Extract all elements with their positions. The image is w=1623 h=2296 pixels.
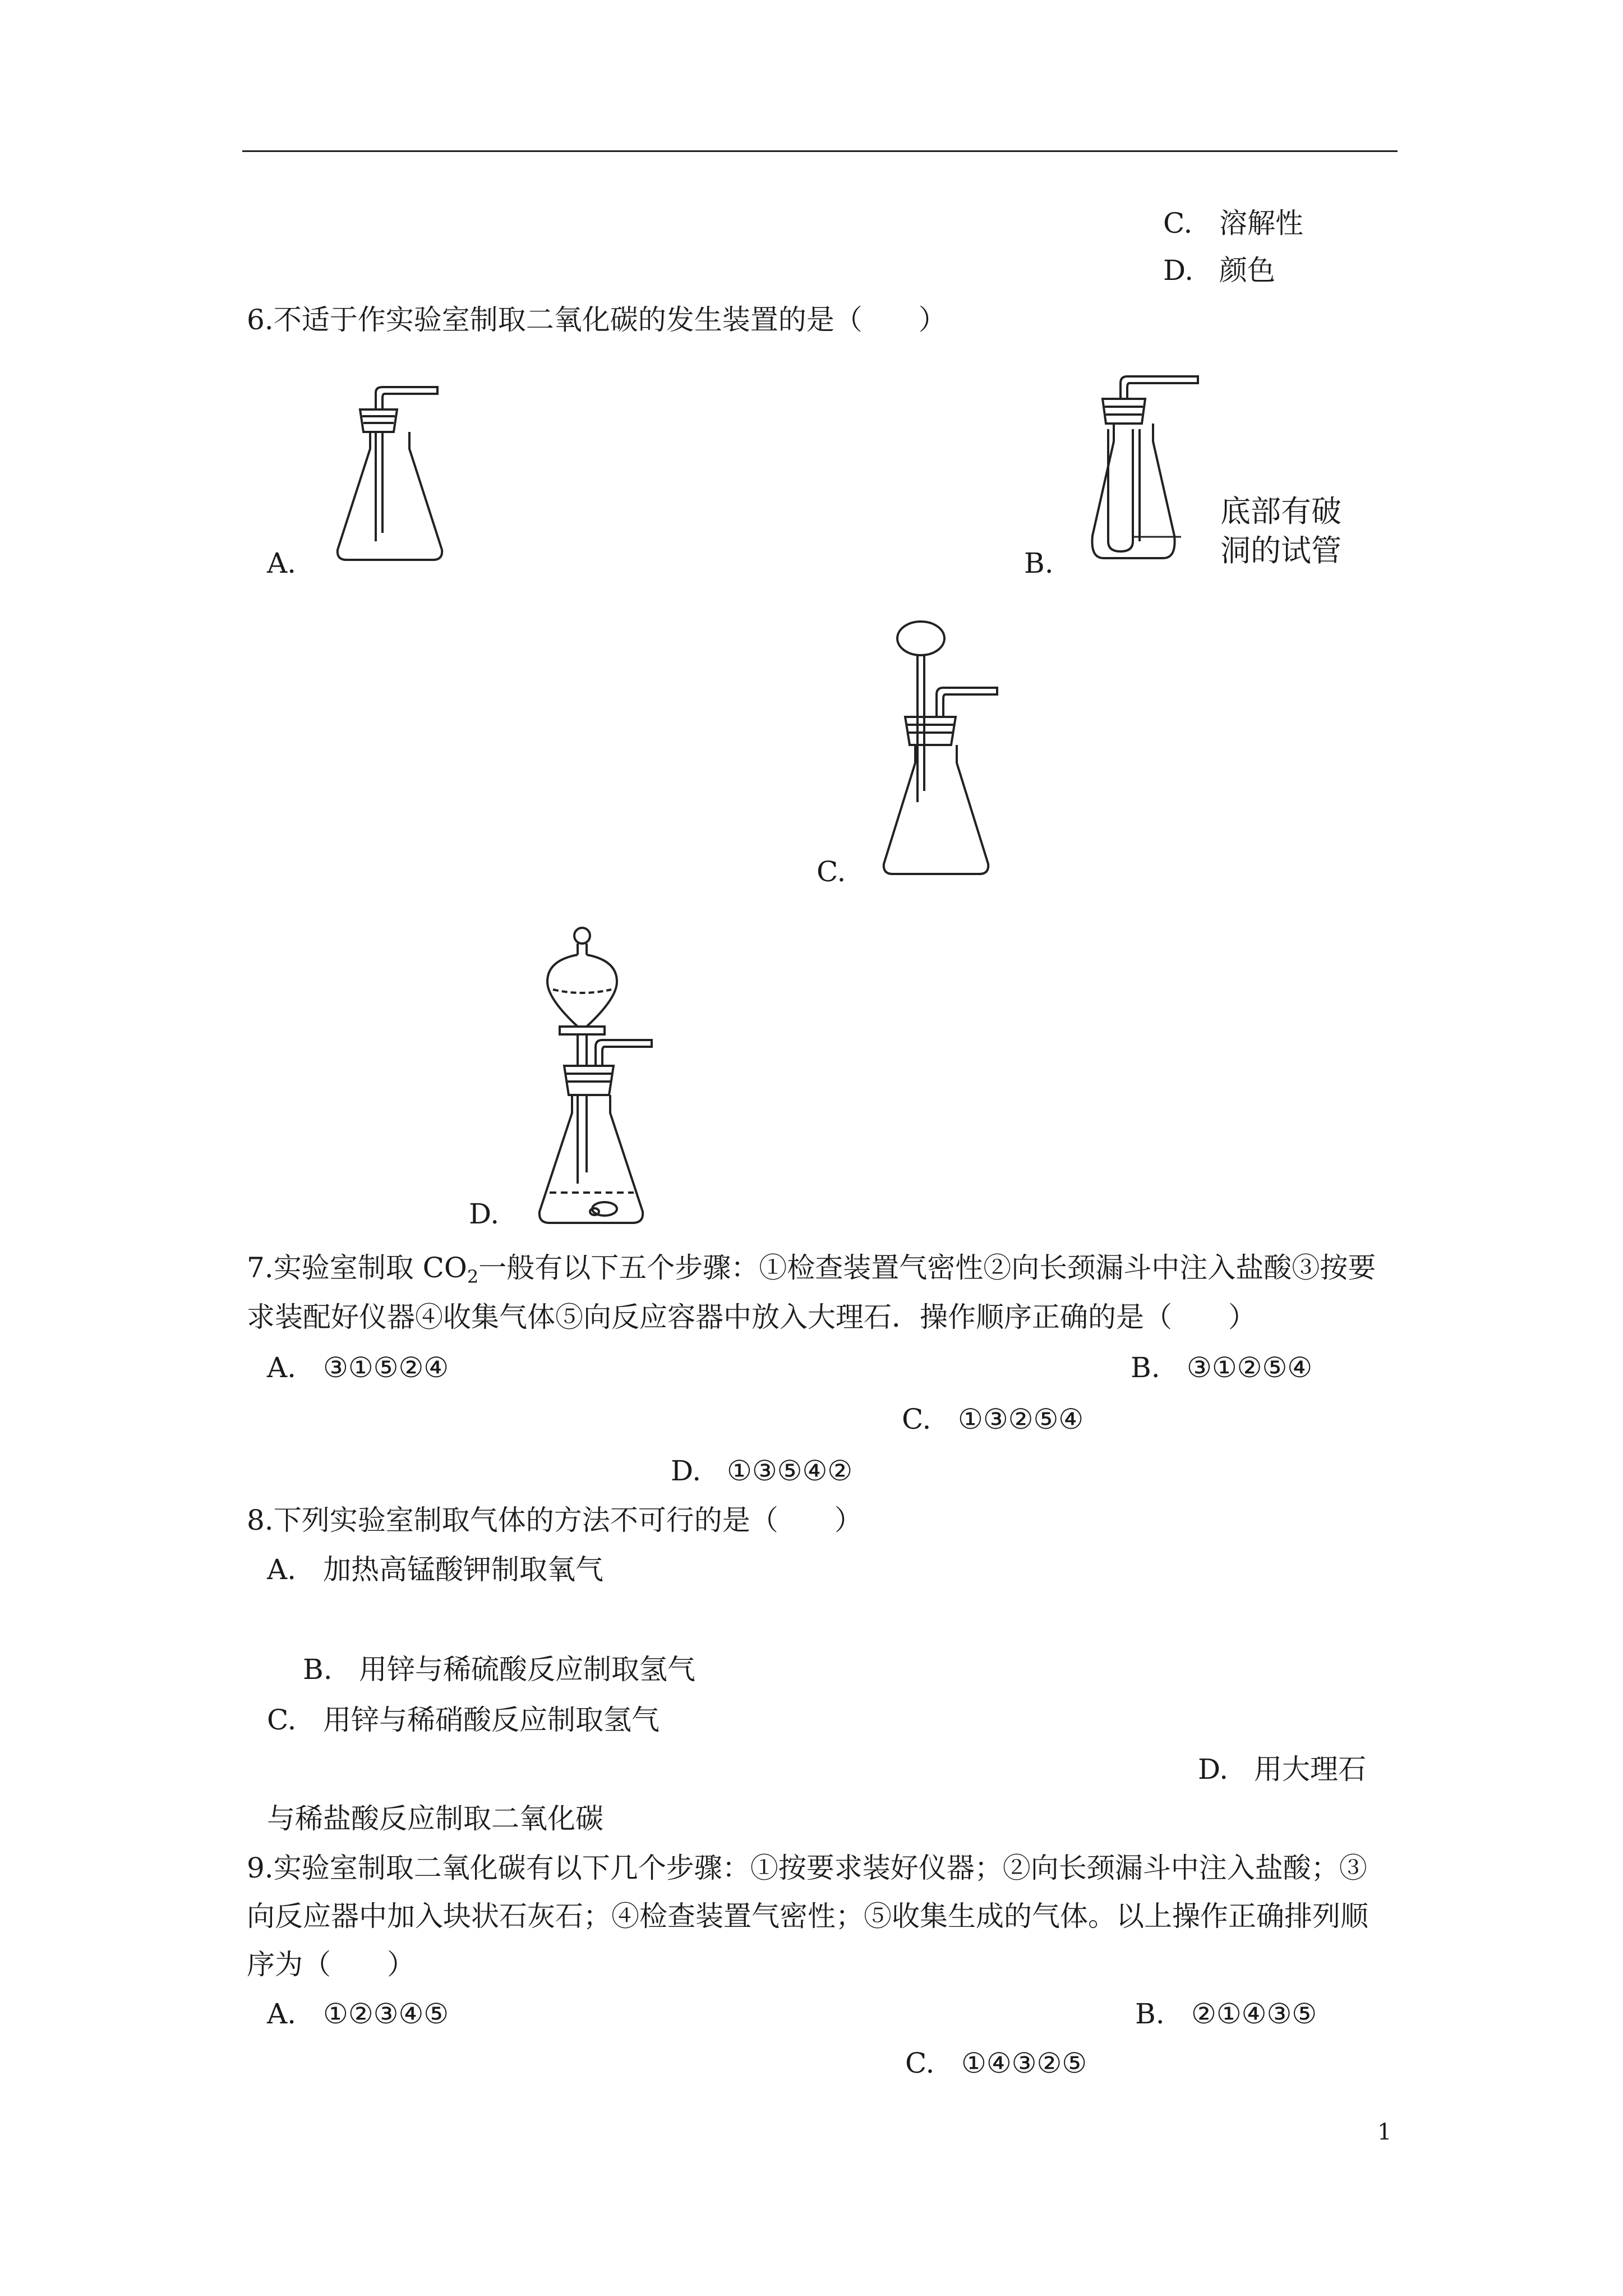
q9-option-c — [905, 2046, 1087, 2080]
q5-option-c — [1163, 206, 1303, 240]
option-text: ①③⑤④② — [727, 1455, 853, 1487]
q9-stem-line2: 向反应器中加入块状石灰石；④检查装置气密性；⑤收集生成的气体。以上操作正确排列顺 — [247, 1900, 1368, 1932]
q6-option-c-label: C. — [817, 855, 846, 888]
option-text: 颜色 — [1219, 254, 1275, 287]
q9-stem-line3: 序为（ ） — [247, 1948, 415, 1981]
option-letter: A. — [267, 1351, 297, 1384]
option-text: 用锌与稀硝酸反应制取氢气 — [323, 1704, 660, 1736]
option-letter: C. — [902, 1403, 932, 1435]
q7-stem-line2: 求装配好仪器④收集气体⑤向反应容器中放入大理石．操作顺序正确的是（ ） — [247, 1301, 1256, 1333]
apparatus-d-image — [533, 920, 662, 1234]
option-letter: B. — [303, 1653, 333, 1686]
option-text: 用锌与稀硫酸反应制取氢气 — [359, 1653, 695, 1686]
q9-option-b — [1135, 1997, 1317, 2031]
option-letter: A. — [267, 1553, 297, 1586]
q6-option-b-caption-2: 洞的试管 — [1220, 533, 1341, 568]
q7-stem-line1 — [247, 1251, 1376, 1294]
q9-stem-line1: 9.实验室制取二氧化碳有以下几个步骤：①按要求装好仪器；②向长颈漏斗中注入盐酸；③ — [247, 1852, 1367, 1884]
option-letter: C. — [905, 2047, 935, 2079]
q7-co2-subscript: 2 — [467, 1266, 479, 1287]
option-text: ②①④③⑤ — [1191, 1998, 1317, 2030]
apparatus-a-image — [331, 381, 449, 567]
q6-option-a-label: A. — [267, 547, 297, 579]
header-rule — [242, 150, 1398, 152]
q7-option-d — [671, 1454, 852, 1488]
q8-option-d — [1198, 1752, 1366, 1786]
q7-stem-suffix: 一般有以下五个步骤：①检查装置气密性②向长颈漏斗中注入盐酸③按要 — [478, 1251, 1376, 1284]
option-text: 溶解性 — [1219, 207, 1303, 240]
q7-option-b — [1131, 1351, 1312, 1384]
option-letter: B. — [1135, 1998, 1165, 2030]
option-letter: D. — [1198, 1753, 1229, 1786]
q7-option-c — [902, 1402, 1083, 1436]
q7-option-a — [267, 1351, 449, 1384]
option-text: ①③②⑤④ — [958, 1403, 1084, 1435]
option-text: ③①⑤②④ — [323, 1351, 449, 1384]
option-letter: B. — [1131, 1351, 1160, 1384]
option-text: ①④③②⑤ — [961, 2047, 1087, 2079]
option-letter: C. — [1163, 207, 1193, 240]
q8-option-a — [267, 1553, 603, 1586]
q6-stem: 6.不适于作实验室制取二氧化碳的发生装置的是（ ） — [247, 303, 947, 336]
apparatus-c-image — [878, 617, 1002, 881]
option-text: 用大理石 — [1254, 1753, 1366, 1786]
q8-option-b — [303, 1653, 695, 1686]
option-text: ①②③④⑤ — [323, 1998, 449, 2030]
q6-option-b-label: B. — [1024, 547, 1054, 579]
option-letter: D. — [1163, 254, 1194, 287]
page-number: 1 — [1377, 2119, 1392, 2145]
q7-stem-prefix: 7.实验室制取 CO — [247, 1251, 467, 1284]
apparatus-b-image — [1086, 373, 1198, 564]
q6-option-d-label: D. — [469, 1198, 500, 1230]
q8-option-d-continued: 与稀盐酸反应制取二氧化碳 — [267, 1802, 603, 1835]
option-text: 加热高锰酸钾制取氧气 — [323, 1553, 603, 1586]
q5-option-d — [1163, 254, 1275, 287]
option-letter: D. — [671, 1455, 702, 1487]
q8-option-c — [267, 1703, 660, 1737]
q9-option-a — [267, 1997, 449, 2031]
q8-stem: 8.下列实验室制取气体的方法不可行的是（ ） — [247, 1504, 863, 1536]
option-text: ③①②⑤④ — [1187, 1351, 1313, 1384]
q6-option-b-caption-1: 底部有破 — [1220, 494, 1341, 529]
option-letter: A. — [267, 1998, 297, 2030]
option-letter: C. — [267, 1704, 297, 1736]
